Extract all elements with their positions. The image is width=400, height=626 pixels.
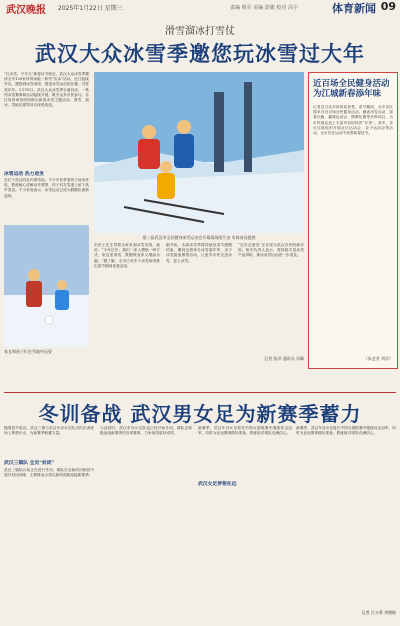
story2-col1-b: 武汉三镇队目前正在进行冬训，球队在全新的训练营中展开封闭训练，主教练表示将以新的面貌迎接新赛季。	[4, 468, 94, 478]
section-divider	[4, 392, 396, 393]
story2-headline: 冬训备战 武汉男女足为新赛季蓄力	[38, 402, 362, 426]
story2-byline: 记者 吕万勇 李德敏	[361, 610, 396, 615]
sidebar-news-box	[308, 72, 398, 369]
story1-byline: 记者 张洋 通讯员 吴峰	[264, 356, 304, 361]
skiing-photo	[94, 72, 304, 233]
sidebar-byline: （朱芝芳 刘洋）	[363, 356, 393, 361]
editor-credits: 责编 蔡军 美编 彭婕 校对 高宇	[230, 5, 298, 11]
newspaper-logo: 武汉晚报	[6, 5, 46, 16]
story1-col4: “过年去滑雪”正在成为武汉市民的新年俗。相关负责人表示，将持续丰富冰雪产品供给，推动冰雪运动进一步普及。	[238, 243, 304, 258]
story1-col1-b: 在位于武汉的室内滑雪场，不少市民带着孩子前来体验，教练耐心讲解动作要领，孩子们在雪道上留下欢声笑语。不少家庭表示，冰雪运动已成为假期出游新选择。	[4, 178, 89, 198]
story2-col1: 随着春节临近，武汉三镇与武汉车谷女足队员仍在训练场上挥洒汗水，为新赛季积蓄力量。	[4, 426, 94, 436]
story2-col1-subhead: 武汉三镇队 全员“封闭”	[4, 460, 55, 466]
sidebar-text: 记者近日从市体育局获悉，春节期间，全市各区将举办近百场全民健身活动，涵盖冰雪运动、迎春长跑、趣味运动会、棋牌比赛等多种项目，为市民群众送上丰富多彩的体育“年货”。其中，各区还将组织开展社区运动会、亲子运动会等活动，让市民在运动中欢度新春佳节。	[313, 105, 393, 136]
story1-col1-subhead: 冰雪运动 热力迸发	[4, 171, 45, 177]
snow-play-illustration	[4, 225, 89, 347]
story1-headline: 武汉大众冰雪季邀您玩冰雪过大年	[35, 42, 365, 66]
snow-play-caption: 家长和孩子们在雪地中玩耍	[4, 349, 52, 354]
story1-col2: 市民王先生带着全家来到冰雪乐园，他说：“今年过年，我们一家人想换一种方式，来这里滑雪，既锻炼身体又增添乐趣。”据了解，全市已有多个冰雪场馆推出春节期间优惠活动。	[94, 243, 160, 268]
story1-col1: “瓦冰雪，不冬天”新春佳节临近，武汉大众冰雪季邀请全市120家体育场地一系列“庆冰”活动，近日陆续开启，邀您到冰雪场馆，感受冰雪运动的乐趣，共度欢乐年。1月18日，武汉大众冰雪季全面启动，一系列冰雪赛事和活动陆续开展，吸引众多市民参与。各区体育场馆纷纷推出新春冰雪主题活动，滑雪、溜冰、雪地足球等项目深受欢迎。	[4, 72, 89, 108]
story1-col3: 据介绍，本届冰雪季将持续至春节假期结束，期间还将举办冰雪嘉年华、亲子冰雪挑战赛等活动，让更多市民走进冰雪、爱上冰雪。	[166, 243, 232, 263]
story1-kicker: 滑雪溜冰打雪仗	[165, 26, 235, 37]
issue-date: 2025年1月22日 星期三	[58, 5, 123, 12]
page-number: 09	[380, 0, 396, 13]
snow-play-photo	[4, 225, 89, 347]
story2-col3: 新赛季，武汉车谷女足将在中国女超联赛中继续冲击冠军，同时为亚冠赛事做好准备，教练组对球队充满信心。	[198, 426, 292, 436]
skiing-photo-illustration	[94, 72, 304, 233]
section-title: 体育新闻	[332, 2, 376, 15]
story2-col2: 与此同时，武汉车谷女足队也已经开始冬训，球队正积极备战新赛季的各项赛事，力争取得更好成绩。	[100, 426, 192, 436]
story2-col3-subhead: 武汉女足梦想在远	[198, 481, 237, 487]
story2-col4: 新赛季，武汉车谷女足将在中国女超联赛中继续冲击冠军，同时为亚冠赛事做好准备，教练组对球队充满信心。	[296, 426, 396, 436]
skiing-photo-caption: 第三届武汉市全民健身冰雪运动会开幕现场图片由 市体育局提供	[142, 235, 256, 240]
sidebar-headline: 近百场全民健身活动为江城新春添年味	[313, 79, 390, 99]
